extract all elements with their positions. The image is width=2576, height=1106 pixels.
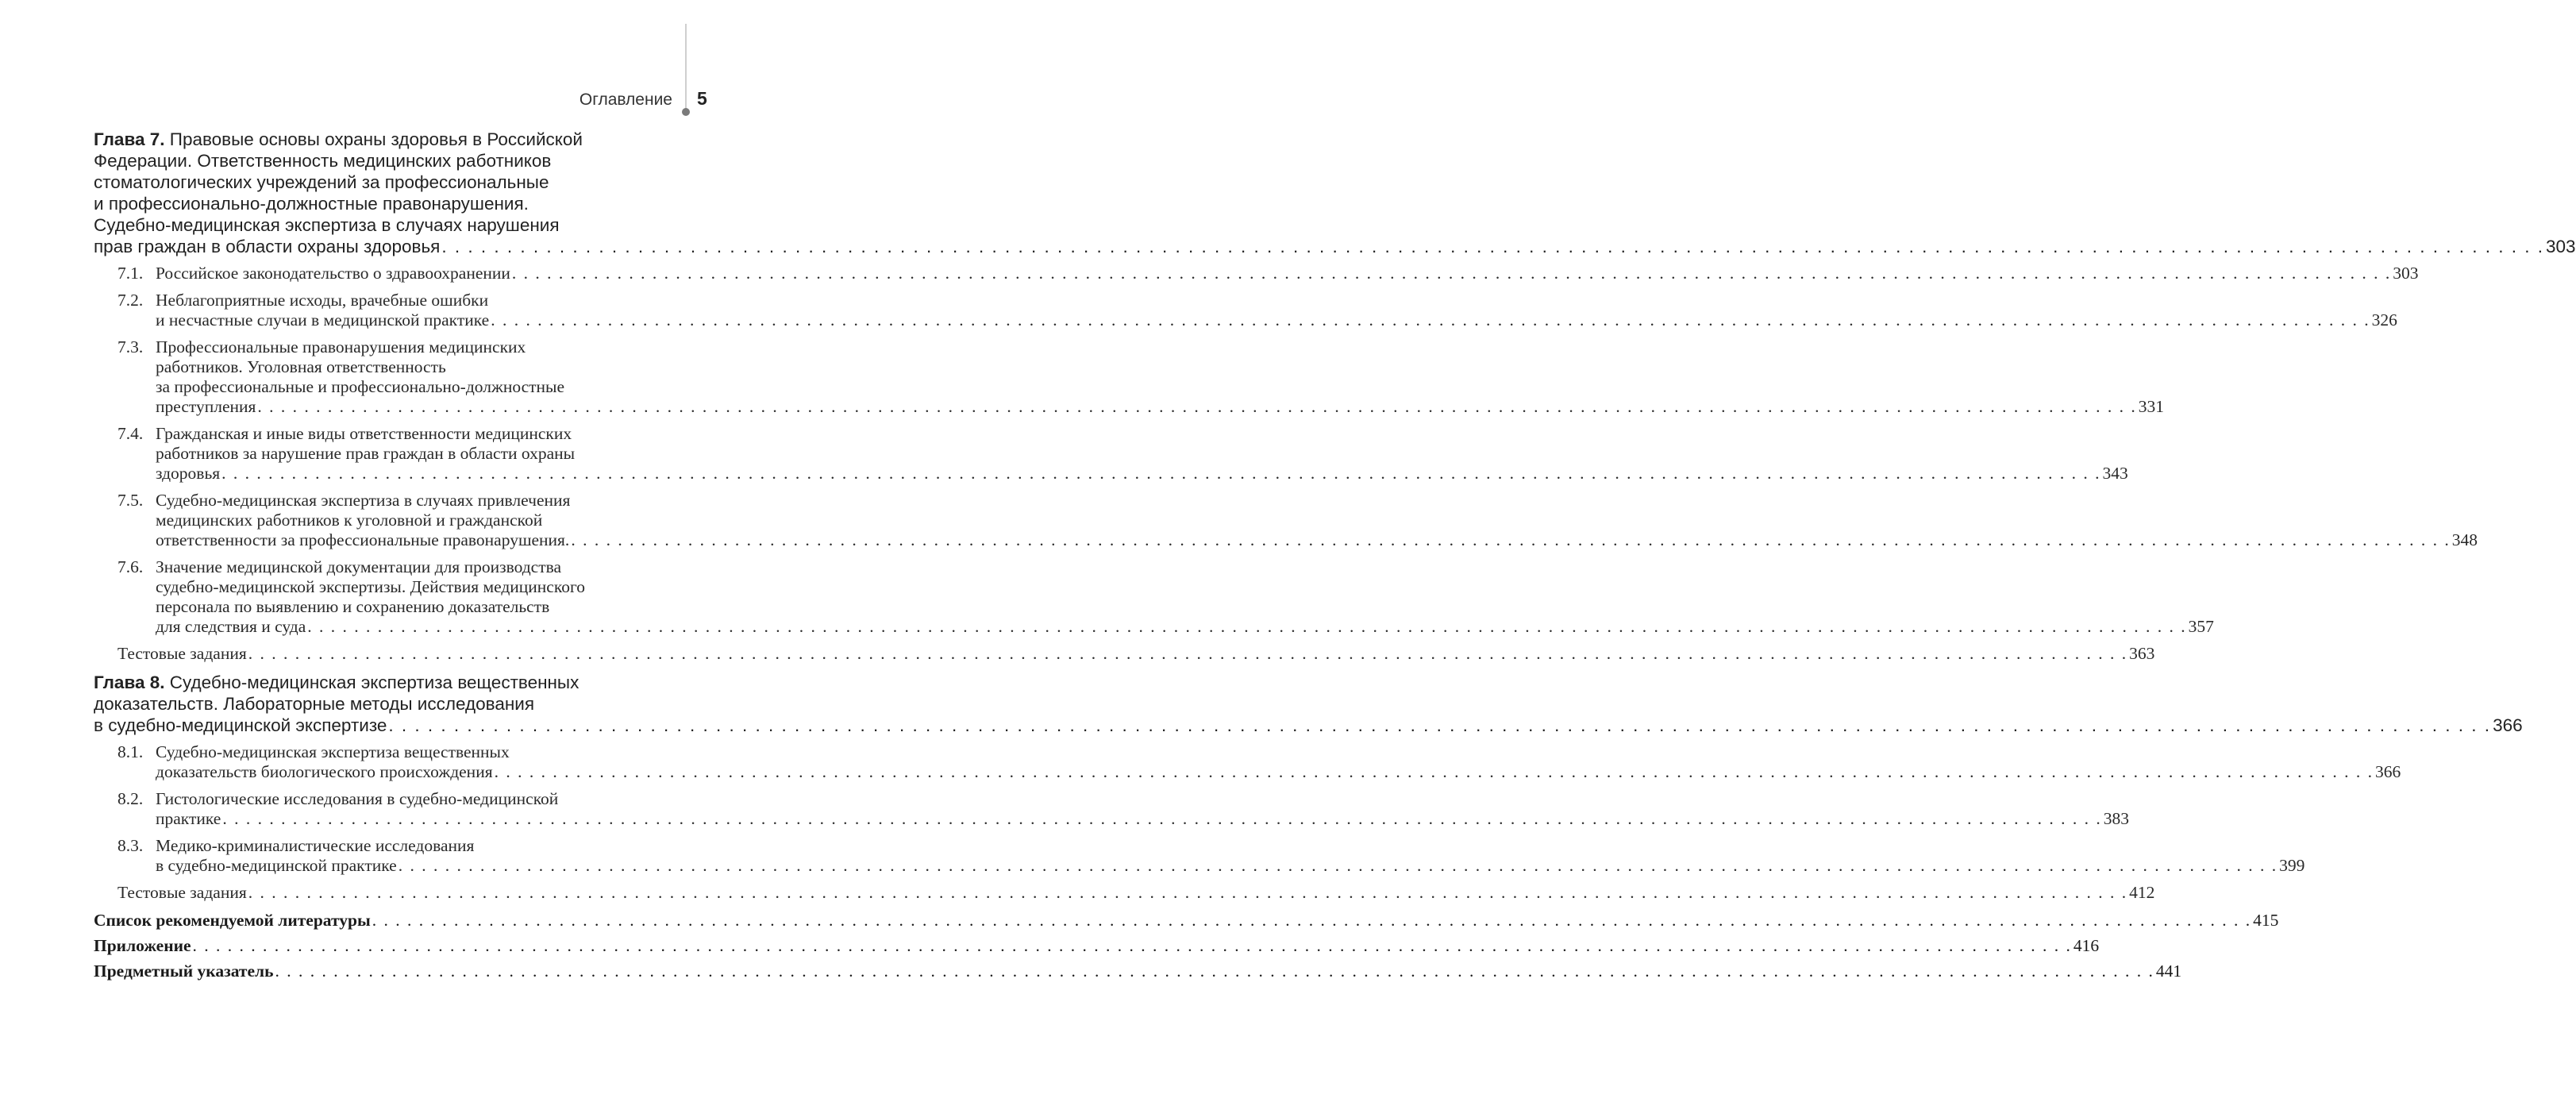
section-7-5-entry[interactable] xyxy=(117,491,2478,550)
section-title-last-line: здоровья xyxy=(156,464,221,483)
section-title-last-line: ответственности за профессиональные правонарушения. xyxy=(156,530,570,549)
running-header-title: Оглавление xyxy=(579,91,672,109)
section-7-3-entry[interactable] xyxy=(117,337,2165,417)
section-8-1-entry[interactable] xyxy=(117,742,2401,782)
leader-dots xyxy=(372,911,2251,931)
chapter-7-page: 303 xyxy=(2546,237,2576,256)
section-title-line: Неблагоприятные исходы, врачебные ошибки xyxy=(156,291,489,310)
leader-dots xyxy=(399,856,2278,876)
subject-index-label: Предметный указатель xyxy=(94,961,274,981)
section-7-6-entry[interactable] xyxy=(117,557,2214,637)
bibliography-entry[interactable] xyxy=(94,911,2279,931)
chapter-7-tests-entry[interactable] xyxy=(117,644,2155,664)
section-8-3-entry[interactable] xyxy=(117,836,2305,876)
section-page: 357 xyxy=(2188,617,2214,636)
section-page: 366 xyxy=(2374,762,2401,781)
appendix-entry[interactable] xyxy=(94,936,2100,956)
chapter-8-entry[interactable] xyxy=(94,672,2523,736)
bibliography-label: Список рекомендуемой литературы xyxy=(94,911,371,930)
chapter-8-last-line: в судебно-медицинской экспертизе . . . 366 xyxy=(94,715,705,736)
leader-dots xyxy=(495,762,2374,782)
chapter-8-title-line-2: доказательств. Лабораторные методы исследования xyxy=(94,694,535,714)
section-title-line: Значение медицинской документации для производства xyxy=(156,557,562,576)
chapter-7-title-line-2: Федерации. Ответственность медицинских работников xyxy=(94,151,552,171)
section-number: 7.6. xyxy=(117,557,144,576)
chapter-7-title-line-3: стоматологических учреждений за профессиональные xyxy=(94,172,549,192)
leader-dots xyxy=(441,236,2544,257)
section-number: 8.1. xyxy=(117,742,144,761)
section-number: 7.2. xyxy=(117,291,144,310)
leader-dots xyxy=(307,617,2186,637)
section-page: 343 xyxy=(2102,464,2128,483)
section-title-line: Судебно-медицинская экспертиза вещественных xyxy=(156,742,510,761)
chapter-7-title-line-5: Судебно-медицинская экспертиза в случаях нарушения xyxy=(94,215,560,235)
subject-index-entry[interactable] xyxy=(94,961,2182,981)
leader-dots xyxy=(571,530,2450,550)
section-title-last-line: в судебно-медицинской практике xyxy=(156,856,397,875)
page-number: 5 xyxy=(697,88,707,109)
leader-dots xyxy=(388,715,2491,736)
bibliography-page: 415 xyxy=(2253,911,2279,930)
tests-label: Тестовые задания xyxy=(117,883,247,902)
section-title-line: Судебно-медицинская экспертиза в случаях привлечения xyxy=(156,491,571,510)
leader-dots xyxy=(221,464,2100,484)
section-number: 7.5. xyxy=(117,491,144,510)
section-7-2-entry[interactable] xyxy=(117,291,2397,330)
chapter-7-last-line: прав граждан в области охраны здоровья . . . 303 xyxy=(94,236,705,257)
section-title-last-line: доказательств биологического происхождения xyxy=(156,762,493,781)
section-7-4-entry[interactable] xyxy=(117,424,2128,484)
section-title-line: судебно-медицинской экспертизы. Действия медицинского xyxy=(156,577,585,596)
section-title-last-line: преступления xyxy=(156,397,256,416)
section-page: 331 xyxy=(2138,397,2165,416)
section-8-2-entry[interactable] xyxy=(117,789,2129,829)
section-title: Российское законодательство о здравоохранении xyxy=(156,264,510,283)
section-number: 7.4. xyxy=(117,424,144,443)
chapter-7-entry[interactable] xyxy=(94,129,2576,257)
chapter-7-label: Глава 7. xyxy=(94,129,165,149)
section-title-last-line: практике xyxy=(156,809,221,828)
chapter-8-title-line-1: Глава 8. Судебно-медицинская экспертиза вещественных xyxy=(94,672,580,692)
section-title-line: Медико-криминалистические исследования xyxy=(156,836,475,855)
table-of-contents xyxy=(94,129,2576,987)
section-title-line: работников. Уголовная ответственность xyxy=(156,357,446,376)
section-page: 399 xyxy=(2279,856,2305,875)
section-title-last-line: для следствия и суда xyxy=(156,617,306,636)
section-title-line: персонала по выявлению и сохранению доказательств xyxy=(156,597,550,616)
leader-dots xyxy=(248,883,2127,903)
section-number: 7.3. xyxy=(117,337,144,356)
section-page: 303 xyxy=(2393,264,2419,283)
appendix-page: 416 xyxy=(2073,936,2100,955)
tests-page: 412 xyxy=(2129,883,2155,902)
chapter-8-tests-entry[interactable] xyxy=(117,883,2155,903)
header-dot-marker xyxy=(682,108,690,116)
leader-dots xyxy=(275,961,2154,981)
section-title-line: за профессиональные и профессионально-должностные xyxy=(156,377,565,396)
section-title-line: Гражданская и иные виды ответственности медицинских xyxy=(156,424,572,443)
section-number: 8.3. xyxy=(117,836,144,855)
leader-dots xyxy=(193,936,2072,956)
section-number: 8.2. xyxy=(117,789,144,808)
subject-index-page: 441 xyxy=(2155,961,2182,981)
leader-dots xyxy=(512,264,2391,283)
section-title-line: Профессиональные правонарушения медицинских xyxy=(156,337,526,356)
leader-dots xyxy=(257,397,2136,417)
section-number: 7.1. xyxy=(117,264,144,283)
section-title-line: медицинских работников к уголовной и гражданской xyxy=(156,511,543,530)
leader-dots xyxy=(222,809,2101,829)
chapter-7-title-line-4: и профессионально-должностные правонарушения. xyxy=(94,194,529,214)
leader-dots xyxy=(248,644,2127,664)
appendix-label: Приложение xyxy=(94,936,191,955)
chapter-8-label: Глава 8. xyxy=(94,672,165,692)
chapter-8-page: 366 xyxy=(2493,715,2523,735)
header-rule xyxy=(685,24,687,111)
section-title-line: Гистологические исследования в судебно-медицинской xyxy=(156,789,559,808)
leader-dots xyxy=(491,310,2370,330)
tests-page: 363 xyxy=(2129,644,2155,663)
section-title-last-line: и несчастные случаи в медицинской практике xyxy=(156,310,490,329)
section-title-line: работников за нарушение прав граждан в области охраны xyxy=(156,444,576,463)
section-page: 326 xyxy=(2371,310,2397,329)
section-page: 383 xyxy=(2103,809,2129,828)
section-page: 348 xyxy=(2451,530,2478,549)
tests-label: Тестовые задания xyxy=(117,644,247,663)
chapter-7-title-line-1: Глава 7. Правовые основы охраны здоровья в Российской xyxy=(94,129,583,149)
section-7-1-entry[interactable] xyxy=(117,264,2419,283)
